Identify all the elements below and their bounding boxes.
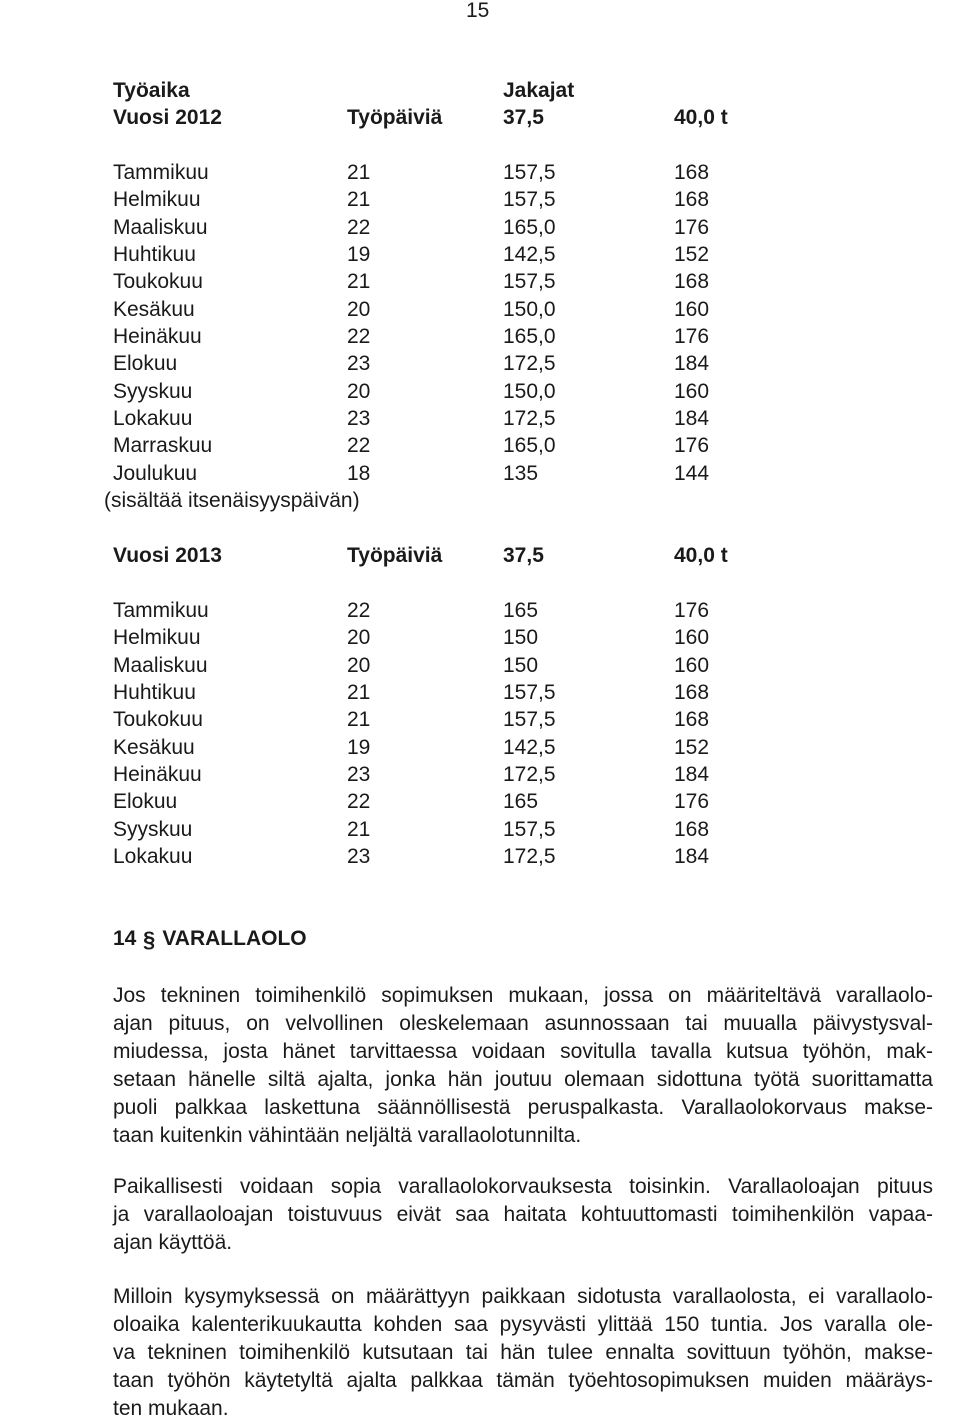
hours-40-cell: 160 bbox=[674, 380, 710, 403]
days-cell: 20 bbox=[347, 654, 371, 677]
days-cell: 19 bbox=[347, 736, 371, 759]
hours-37-5-cell: 165 bbox=[503, 599, 539, 622]
days-cell: 21 bbox=[347, 161, 371, 184]
days-cell: 22 bbox=[347, 325, 371, 348]
days-cell: 21 bbox=[347, 270, 371, 293]
days-cell: 21 bbox=[347, 818, 371, 841]
hours-40-cell: 176 bbox=[674, 325, 710, 348]
days-cell: 23 bbox=[347, 845, 371, 868]
paragraph-line: taan kuitenkin vähintään neljältä varallaolotunnilta. bbox=[113, 1124, 582, 1147]
hours-40-cell: 168 bbox=[674, 161, 710, 184]
section-title: VARALLAOLO bbox=[162, 927, 307, 950]
hours-37-5-cell: 172,5 bbox=[503, 352, 556, 375]
days-cell: 22 bbox=[347, 599, 371, 622]
days-cell: 22 bbox=[347, 790, 371, 813]
days-cell: 20 bbox=[347, 298, 371, 321]
hours-37-5-cell: 150 bbox=[503, 654, 539, 677]
days-cell: 18 bbox=[347, 462, 371, 485]
hours-40-cell: 144 bbox=[674, 462, 710, 485]
hours-37-5-cell: 142,5 bbox=[503, 243, 556, 266]
hours-40-cell: 184 bbox=[674, 352, 710, 375]
hours-40-cell: 168 bbox=[674, 708, 710, 731]
hours-37-5-cell: 157,5 bbox=[503, 188, 556, 211]
month-cell: Toukokuu bbox=[113, 708, 203, 731]
paragraph-1 bbox=[113, 982, 933, 1150]
paragraph-3 bbox=[113, 1283, 933, 1423]
hours-37-5-cell: 150,0 bbox=[503, 298, 556, 321]
month-cell: Helmikuu bbox=[113, 188, 201, 211]
month-cell: Maaliskuu bbox=[113, 654, 208, 677]
hours-37-5-cell: 165,0 bbox=[503, 434, 556, 457]
hours-37-5-cell: 172,5 bbox=[503, 763, 556, 786]
days-cell: 21 bbox=[347, 708, 371, 731]
month-cell: Joulukuu bbox=[113, 462, 198, 485]
paragraph-line: oloaika kalenterikuukautta kohden saa pysyvästi ylittää 150 tuntia. Jos varalla ole- bbox=[113, 1313, 933, 1336]
header-year-2013: Vuosi 2013 bbox=[113, 544, 222, 567]
hours-40-cell: 184 bbox=[674, 407, 710, 430]
hours-40-cell: 168 bbox=[674, 681, 710, 704]
days-cell: 22 bbox=[347, 434, 371, 457]
days-cell: 23 bbox=[347, 407, 371, 430]
paragraph-line: ten mukaan. bbox=[113, 1397, 229, 1420]
hours-37-5-cell: 157,5 bbox=[503, 161, 556, 184]
days-cell: 20 bbox=[347, 626, 371, 649]
header-workdays: Työpäiviä bbox=[347, 106, 443, 129]
hours-37-5-cell: 142,5 bbox=[503, 736, 556, 759]
header-jakajat: Jakajat bbox=[503, 79, 575, 102]
days-cell: 21 bbox=[347, 188, 371, 211]
hours-37-5-cell: 157,5 bbox=[503, 270, 556, 293]
section-sign-icon bbox=[142, 926, 156, 952]
hours-40-cell: 184 bbox=[674, 845, 710, 868]
paragraph-line: va tekninen toimihenkilö kutsutaan tai hän tulee ennalta sovittuun työhön, makse- bbox=[113, 1341, 933, 1364]
month-cell: Heinäkuu bbox=[113, 763, 202, 786]
hours-40-cell: 160 bbox=[674, 654, 710, 677]
month-cell: Elokuu bbox=[113, 352, 178, 375]
paragraph-line: Paikallisesti voidaan sopia varallaolokorvauksesta toisinkin. Varallaoloajan pituus bbox=[113, 1175, 933, 1198]
header-40: 40,0 t bbox=[674, 544, 728, 567]
paragraph-2 bbox=[113, 1173, 933, 1257]
hours-37-5-cell: 135 bbox=[503, 462, 539, 485]
days-cell: 23 bbox=[347, 352, 371, 375]
section-heading bbox=[113, 926, 307, 952]
month-cell: Kesäkuu bbox=[113, 736, 195, 759]
month-cell: Syyskuu bbox=[113, 380, 193, 403]
month-cell: Kesäkuu bbox=[113, 298, 195, 321]
hours-40-cell: 176 bbox=[674, 790, 710, 813]
paragraph-line: miudessa, josta hänet tarvittaessa voidaan sovitulla tavalla kutsua työhön, mak- bbox=[113, 1040, 933, 1063]
month-cell: Heinäkuu bbox=[113, 325, 202, 348]
header-tyoaika: Työaika bbox=[113, 79, 190, 102]
paragraph-line: ajan käyttöä. bbox=[113, 1231, 233, 1254]
hours-37-5-cell: 157,5 bbox=[503, 818, 556, 841]
month-cell: Marraskuu bbox=[113, 434, 213, 457]
header-workdays: Työpäiviä bbox=[347, 544, 443, 567]
month-cell: Toukokuu bbox=[113, 270, 203, 293]
month-cell: Huhtikuu bbox=[113, 681, 196, 704]
paragraph-line: puoli palkkaa laskettuna säännöllisestä peruspalkasta. Varallaolokorvaus makse- bbox=[113, 1096, 933, 1119]
hours-40-cell: 152 bbox=[674, 736, 710, 759]
month-cell: Elokuu bbox=[113, 790, 178, 813]
month-cell: Helmikuu bbox=[113, 626, 201, 649]
days-cell: 21 bbox=[347, 681, 371, 704]
svg-text:§: § bbox=[143, 927, 156, 952]
hours-37-5-cell: 165 bbox=[503, 790, 539, 813]
days-cell: 23 bbox=[347, 763, 371, 786]
hours-40-cell: 160 bbox=[674, 626, 710, 649]
hours-37-5-cell: 172,5 bbox=[503, 407, 556, 430]
hours-40-cell: 176 bbox=[674, 434, 710, 457]
hours-40-cell: 176 bbox=[674, 599, 710, 622]
paragraph-line: ajan pituus, on velvollinen oleskelemaan asunnossaan tai muualla päivystysval- bbox=[113, 1012, 933, 1035]
days-cell: 19 bbox=[347, 243, 371, 266]
hours-40-cell: 168 bbox=[674, 818, 710, 841]
month-cell: Lokakuu bbox=[113, 845, 193, 868]
hours-37-5-cell: 165,0 bbox=[503, 325, 556, 348]
hours-37-5-cell: 165,0 bbox=[503, 216, 556, 239]
hours-40-cell: 176 bbox=[674, 216, 710, 239]
hours-40-cell: 152 bbox=[674, 243, 710, 266]
hours-40-cell: 168 bbox=[674, 270, 710, 293]
days-cell: 22 bbox=[347, 216, 371, 239]
independence-day-note: (sisältää itsenäisyyspäivän) bbox=[104, 489, 360, 512]
month-cell: Lokakuu bbox=[113, 407, 193, 430]
paragraph-line: Jos tekninen toimihenkilö sopimuksen mukaan, jossa on määriteltävä varallaolo- bbox=[113, 984, 933, 1007]
hours-37-5-cell: 157,5 bbox=[503, 681, 556, 704]
hours-37-5-cell: 150 bbox=[503, 626, 539, 649]
hours-37-5-cell: 172,5 bbox=[503, 845, 556, 868]
paragraph-line: Milloin kysymyksessä on määrättyyn paikkaan sidotusta varallaolosta, ei varallaolo- bbox=[113, 1285, 933, 1308]
header-year-2012: Vuosi 2012 bbox=[113, 106, 222, 129]
days-cell: 20 bbox=[347, 380, 371, 403]
hours-40-cell: 184 bbox=[674, 763, 710, 786]
month-cell: Syyskuu bbox=[113, 818, 193, 841]
section-number: 14 bbox=[113, 927, 137, 950]
hours-40-cell: 160 bbox=[674, 298, 710, 321]
hours-37-5-cell: 150,0 bbox=[503, 380, 556, 403]
paragraph-line: ja varallaoloajan toistuvuus eivät saa haitata kohtuuttomasti toimihenkilön vapaa- bbox=[113, 1203, 933, 1226]
header-37-5: 37,5 bbox=[503, 544, 544, 567]
month-cell: Maaliskuu bbox=[113, 216, 208, 239]
header-37-5: 37,5 bbox=[503, 106, 544, 129]
page-number: 15 bbox=[466, 0, 490, 22]
hours-40-cell: 168 bbox=[674, 188, 710, 211]
paragraph-line: setaan hänelle siltä ajalta, jonka hän joutuu olemaan sidottuna työtä suorittamatta bbox=[113, 1068, 933, 1091]
paragraph-line: taan työhön käytetyltä ajalta palkkaa tämän työehtosopimuksen muiden määräys- bbox=[113, 1369, 933, 1392]
month-cell: Tammikuu bbox=[113, 161, 209, 184]
month-cell: Huhtikuu bbox=[113, 243, 196, 266]
month-cell: Tammikuu bbox=[113, 599, 209, 622]
hours-37-5-cell: 157,5 bbox=[503, 708, 556, 731]
header-40: 40,0 t bbox=[674, 106, 728, 129]
